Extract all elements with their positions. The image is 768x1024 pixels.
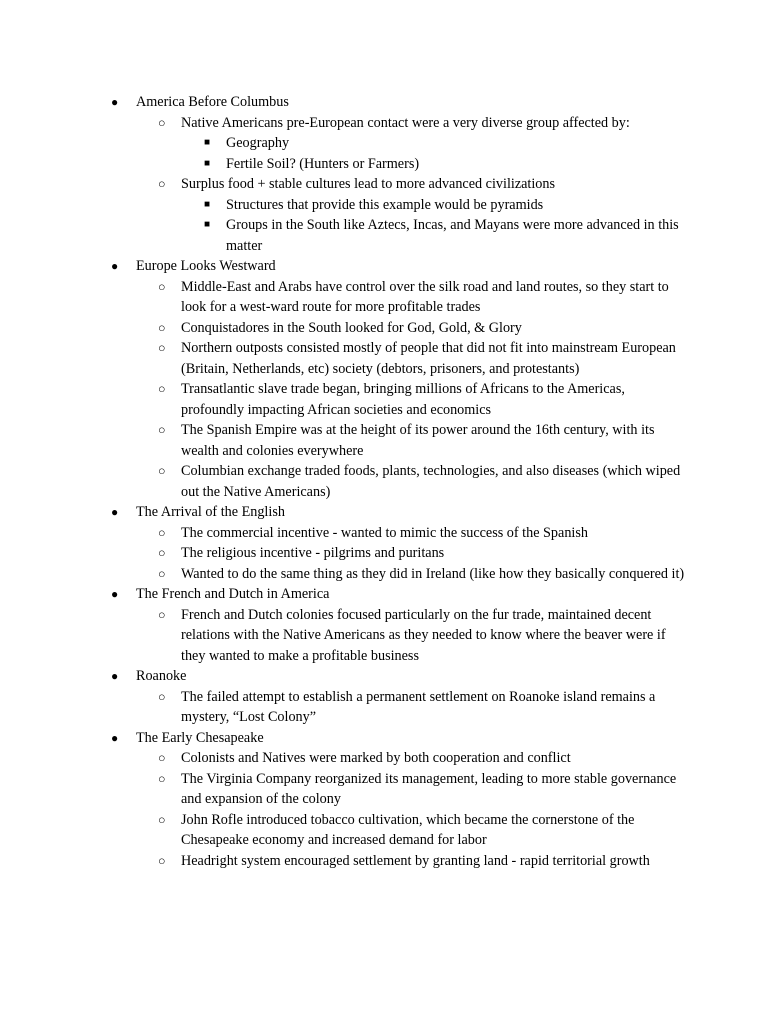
bullet-text: The religious incentive - pilgrims and puritans [181,545,445,561]
bullet-marker: ■ [204,219,211,230]
sub-list-item [110,133,690,154]
list-item [110,523,690,544]
bullet-marker: ○ [158,525,166,540]
bullet-text: Roanoke [136,668,187,684]
bullet-text: Conquistadores in the South looked for God, Gold, & Glory [181,319,522,336]
bullet-marker: ■ [204,137,211,148]
bullet-marker: ○ [158,771,166,786]
list-item [110,461,690,502]
bullet-marker: ○ [158,566,166,581]
bullet-text: Europe Looks Westward [136,258,276,274]
list-item [110,113,690,134]
list-item [110,174,690,195]
sub-list-item [110,195,690,216]
bullet-text: The failed attempt to establish a permanent settlement on Roanoke island remains a mystery, “Lost Colony” [181,688,656,725]
list-item [110,851,690,872]
section-heading [110,584,690,605]
section-heading [110,92,690,113]
list-item [110,420,690,461]
bullet-text: Middle-East and Arabs have control over the silk road and land routes, so they start to look for a west-ward route for more profitable trades [181,278,669,315]
bullet-marker: ● [111,587,119,601]
bullet-text: Wanted to do the same thing as they did in Ireland (like how they basically conquered it) [181,565,685,582]
bullet-marker: ○ [158,320,166,335]
bullet-text: The Arrival of the English [136,504,285,520]
bullet-text: John Rofle introduced tobacco cultivation, which became the cornerstone of the Chesapeake economy and increased demand for labor [181,811,635,848]
bullet-text: The Virginia Company reorganized its management, leading to more stable governance and expansion of the colony [181,770,677,807]
bullet-marker: ○ [158,341,166,355]
bullet-marker: ○ [158,423,166,437]
bullet-marker: ○ [158,689,166,704]
sub-list-item [110,215,690,256]
notes-outline [110,92,690,871]
section-heading [110,256,690,277]
section-heading [110,666,690,687]
list-item [110,379,690,420]
bullet-text: Structures that provide this example would be pyramids [226,196,544,213]
bullet-marker: ○ [158,279,166,294]
bullet-text: The Early Chesapeake [136,729,264,746]
bullet-marker: ○ [158,382,166,396]
bullet-text: America Before Columbus [136,94,289,110]
bullet-marker: ○ [158,812,166,827]
bullet-marker: ● [111,95,119,109]
list-item [110,564,690,585]
bullet-marker: ○ [158,546,166,560]
list-item [110,769,690,810]
list-item [110,687,690,728]
bullet-text: The Spanish Empire was at the height of its power around the 16th century, with its wealth and colonies everywhere [181,422,655,459]
bullet-text: The French and Dutch in America [136,586,330,602]
bullet-text: Transatlantic slave trade began, bringing millions of Africans to the Americas, profoundly impacting African societies and economics [181,381,625,418]
bullet-marker: ○ [158,115,166,130]
bullet-marker: ○ [158,751,166,765]
bullet-text: Groups in the South like Aztecs, Incas, and Mayans were more advanced in this matter [226,217,679,254]
bullet-text: Native Americans pre-European contact were a very diverse group affected by: [181,114,630,131]
bullet-marker: ● [111,259,119,273]
bullet-text: Fertile Soil? (Hunters or Farmers) [226,155,420,172]
bullet-marker: ● [111,505,119,519]
list-item [110,338,690,379]
bullet-marker: ● [111,730,119,745]
list-item [110,277,690,318]
bullet-marker: ○ [158,853,166,868]
bullet-text: The commercial incentive - wanted to mimic the success of the Spanish [181,524,588,541]
list-item [110,543,690,564]
sub-list-item [110,154,690,175]
bullet-text: French and Dutch colonies focused particularly on the fur trade, maintained decent relations with the Native Americans as they needed to know where the beaver were if they wanted to make a profitable business [181,606,666,664]
section-heading [110,728,690,749]
bullet-text: Colonists and Natives were marked by both cooperation and conflict [181,750,571,766]
section-heading [110,502,690,523]
bullet-marker: ○ [158,177,166,191]
bullet-marker: ● [111,669,119,683]
bullet-marker: ■ [204,198,211,210]
bullet-text: Surplus food + stable cultures lead to more advanced civilizations [181,176,556,192]
bullet-text: Northern outposts consisted mostly of people that did not fit into mainstream European (Britain, Netherlands, etc) society (debtors, prisoners, and protestants) [181,340,676,377]
bullet-marker: ○ [158,607,166,622]
bullet-text: Columbian exchange traded foods, plants, technologies, and also diseases (which wiped out the Native Americans) [181,463,681,500]
bullet-text: Geography [226,135,290,151]
bullet-marker: ○ [158,464,166,478]
list-item [110,605,690,667]
list-item [110,318,690,339]
bullet-marker: ■ [204,157,211,169]
list-item [110,810,690,851]
list-item [110,748,690,769]
bullet-text: Headright system encouraged settlement by granting land - rapid territorial growth [181,852,650,869]
